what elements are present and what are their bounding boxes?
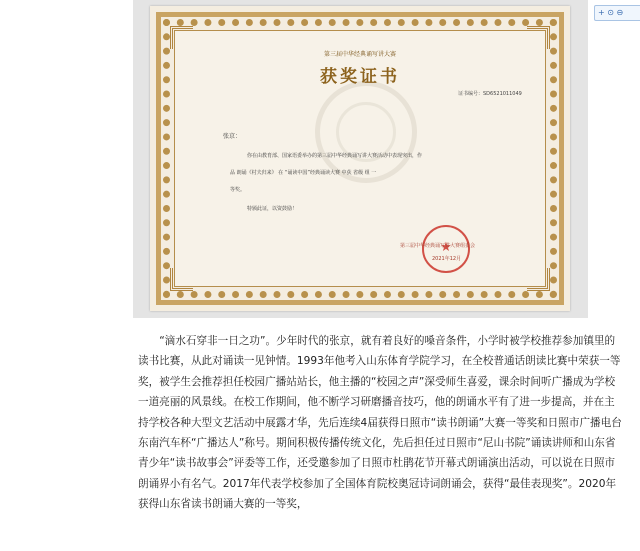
article-body: [138, 331, 624, 515]
image-toolbar[interactable]: [594, 5, 640, 21]
certificate-number: 证书编号：SD6521011049: [458, 91, 522, 97]
image-tools-icon[interactable]: + ⊙ ⊖: [598, 8, 624, 17]
corner-ornament: [170, 26, 193, 49]
certificate-subtitle: 第三届中华经典诵写讲大赛: [323, 51, 396, 58]
article-paragraph: “滴水石穿非一日之功”。少年时代的张京，就有着良好的嗓音条件，小学时被学校推荐参加镇里的读书比赛，从此对诵读一见钟情。1993年他考入山东体育学院学习，在全校普通话朗读比赛中荣获一等奖，被学生会推荐担任校园广播站站长，他主播的“校园之声”深受师生喜爱，课余时间听广播成为学校一道亮丽的风景线。在校工作期间，他不断学习研磨播音技巧，他的朗诵水平有了进一步提高，并在主持学校各种大型文艺活动中展露才华，先后连续4届获得日照市“读书朗诵”大赛一等奖和日照市广播电台东南汽车杯“广播达人”称号。期间积极传播传统文化，先后担任过日照市“尼山书院”诵读讲师和山东省青少年“读书故事会”评委等工作，还受邀参加了日照市杜鹃花节开幕式朗诵演出活动，可以说在日照市朗诵界小有名气。2017年代表学校参加了全国体育院校奥冠诗词朗诵会，获得“最佳表现奖”。2020年获得山东省读书朗诵大赛的一等奖，: [138, 335, 622, 511]
certificate-issuer: 第三届中华经典诵写讲大赛组委会: [400, 243, 476, 249]
corner-ornament: [527, 268, 550, 291]
official-seal-icon: [422, 225, 470, 273]
certificate-title: 获奖证书: [320, 67, 400, 87]
corner-ornament: [527, 26, 550, 49]
award-certificate: [150, 6, 570, 311]
certificate-closing: 特颁此证，以资鼓励！: [247, 206, 298, 212]
recipient-name: 张京：: [223, 133, 242, 140]
certificate-body-line: 等奖。: [230, 187, 246, 193]
certificate-body-line: 你在由教育部、国家语委举办的第三届中华经典诵写讲大赛活动中表现突出，作: [247, 153, 423, 159]
certificate-date: 2021年12月: [432, 256, 462, 262]
watermark-emblem: [315, 81, 417, 183]
certificate-body-line: 品 朗诵《村夫归来》 在 “诵读中国”经典诵读大赛 中获 省级 组 一: [230, 170, 377, 176]
corner-ornament: [170, 268, 193, 291]
